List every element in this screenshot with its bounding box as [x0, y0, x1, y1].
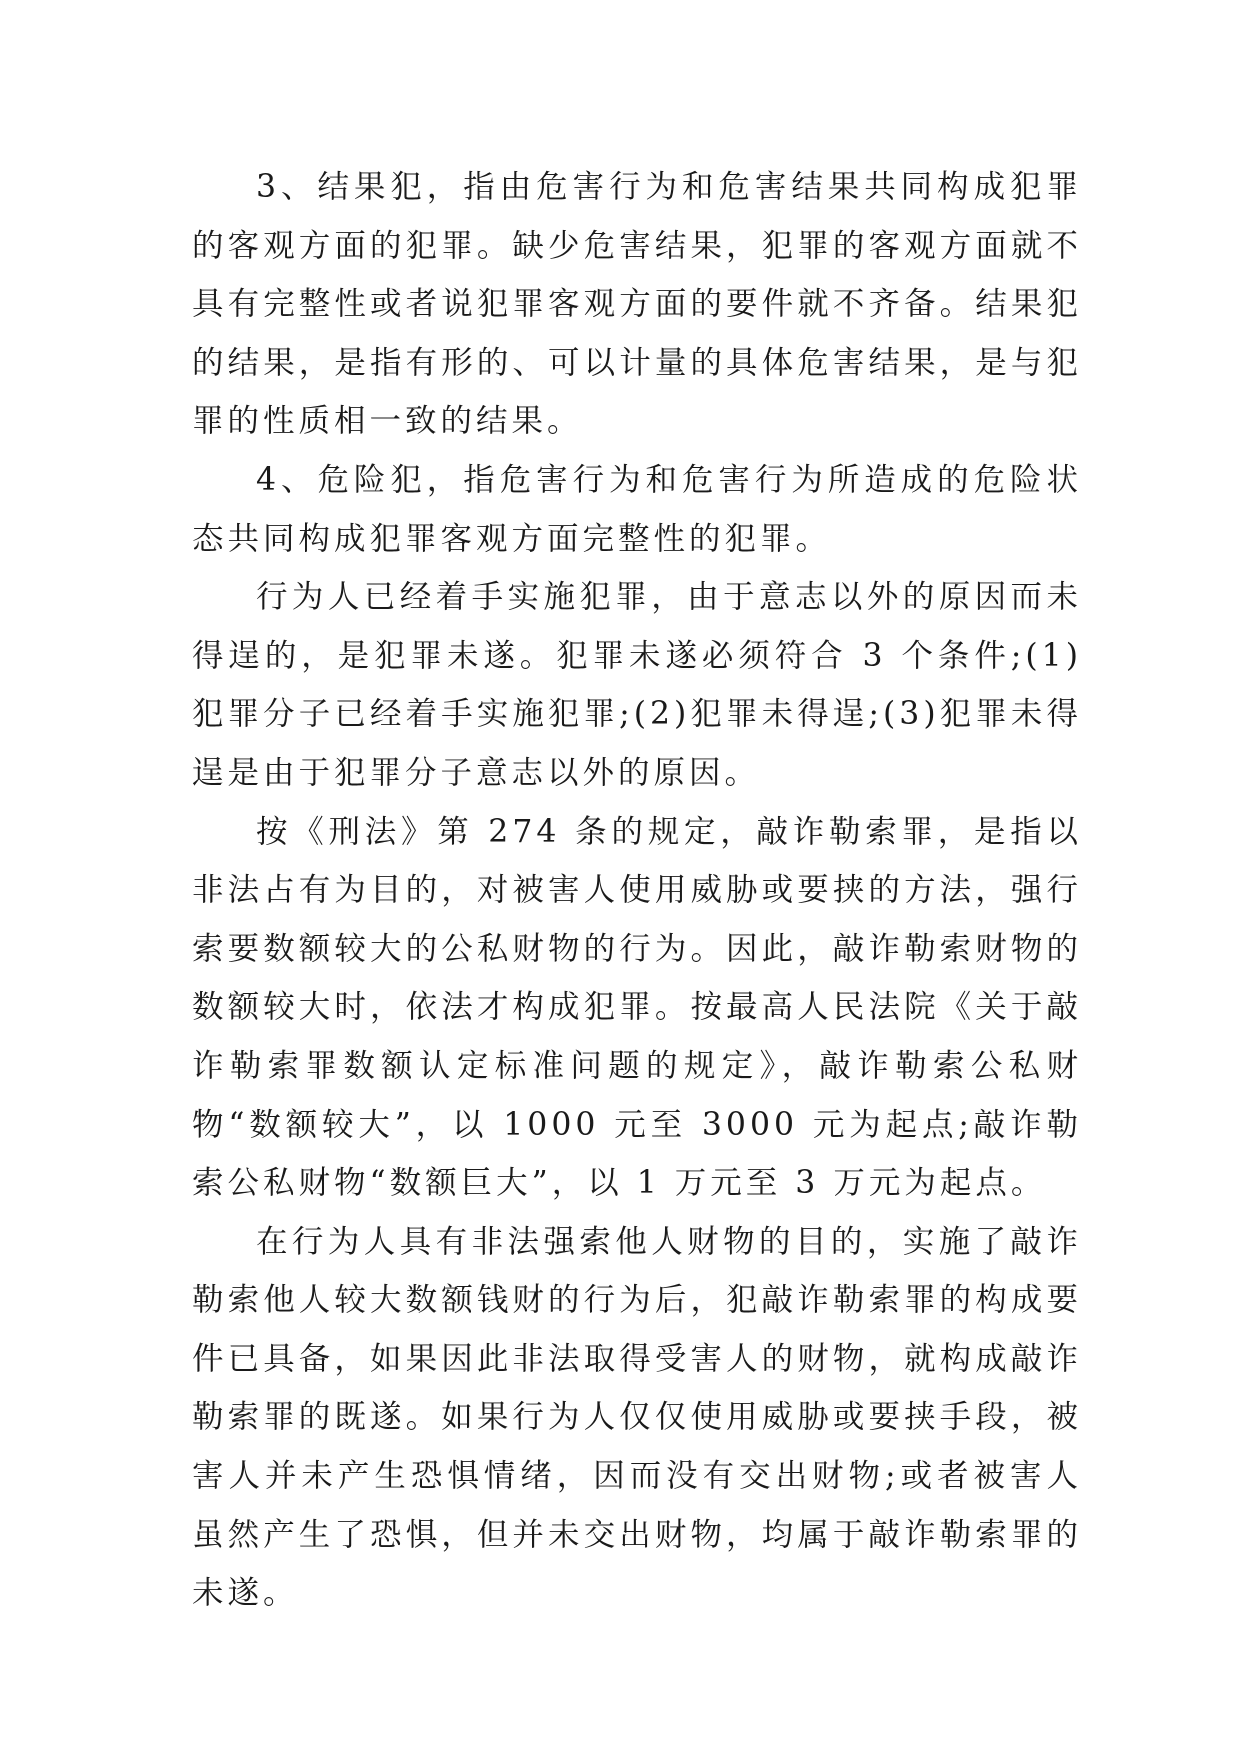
paragraph-extortion-definition: 按《刑法》第 274 条的规定，敲诈勒索罪，是指以非法占有为目的，对被害人使用威胁或要挟的方法，强行索要数额较大的公私财物的行为。因此，敲诈勒索财物的数额较大时，依法才构成犯罪。按最高人民法院《关于敲诈勒索罪数额认定标准问题的规定》，敲诈勒索公私财物“数额较大”，以 1000 元至 3000 元为起点;敲诈勒索公私财物“数额巨大”，以 1 万元至 3 万元为起点。 — [192, 813, 1082, 1202]
paragraph-extortion-completion: 在行为人具有非法强索他人财物的目的，实施了敲诈勒索他人较大数额钱财的行为后，犯敲诈勒索罪的构成要件已具备，如果因此非法取得受害人的财物，就构成敲诈勒索罪的既遂。如果行为人仅仅使用威胁或要挟手段，被害人并未产生恐惧情绪，因而没有交出财物;或者被害人虽然产生了恐惧，但并未交出财物，均属于敲诈勒索罪的未遂。 — [192, 1223, 1082, 1612]
paragraph-attempted-crime: 行为人已经着手实施犯罪，由于意志以外的原因而未得逞的，是犯罪未遂。犯罪未遂必须符合 3 个条件;(1)犯罪分子已经着手实施犯罪;(2)犯罪未得逞;(3)犯罪未得逞是由于犯罪分子意志以外的原因。 — [192, 579, 1082, 791]
document-page — [192, 158, 1082, 1623]
paragraph-danger-crime: 4、危险犯，指危害行为和危害行为所造成的危险状态共同构成犯罪客观方面完整性的犯罪。 — [192, 461, 1082, 557]
paragraph-result-crime: 3、结果犯，指由危害行为和危害结果共同构成犯罪的客观方面的犯罪。缺少危害结果，犯罪的客观方面就不具有完整性或者说犯罪客观方面的要件就不齐备。结果犯的结果，是指有形的、可以计量的具体危害结果，是与犯罪的性质相一致的结果。 — [192, 169, 1082, 440]
